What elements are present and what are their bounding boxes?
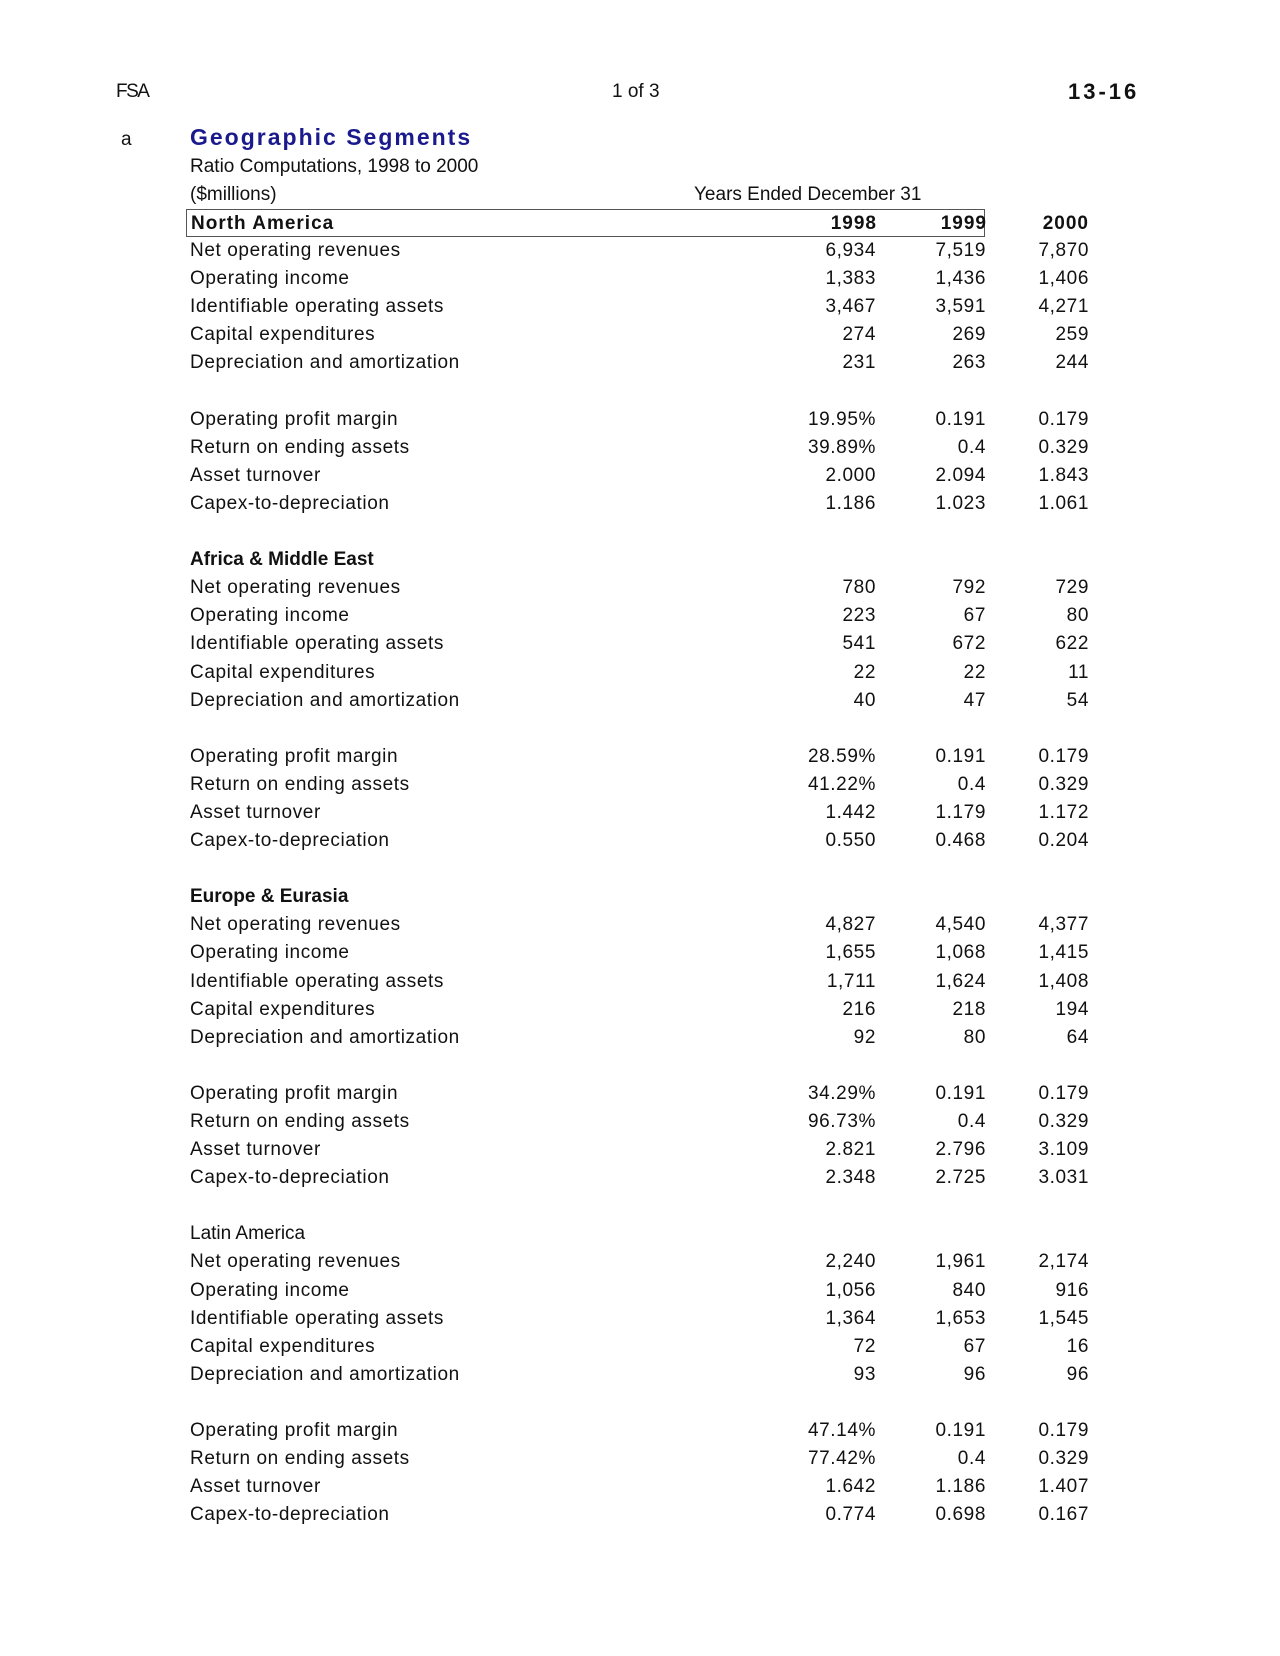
cell-value: 231 <box>842 352 876 374</box>
region-heading-row <box>186 546 985 574</box>
cell-value: 0.191 <box>935 745 986 767</box>
units-label: ($millions) <box>190 184 277 205</box>
cell-value: 2.094 <box>935 464 986 486</box>
cell-value: 1,364 <box>825 1307 876 1329</box>
row-label: Capital expenditures <box>190 661 376 683</box>
row-label: Asset turnover <box>190 801 321 823</box>
cell-value: 792 <box>952 577 986 599</box>
cell-value: 3,591 <box>935 296 986 318</box>
row-label: Capex-to-depreciation <box>190 830 390 852</box>
table-row <box>186 630 1089 658</box>
cell-value: 1.407 <box>1038 1476 1089 1498</box>
table-row <box>186 659 1089 687</box>
cell-value: 0.204 <box>1038 830 1089 852</box>
cell-value: 3.031 <box>1038 1167 1089 1189</box>
row-label: Identifiable operating assets <box>190 970 444 992</box>
cell-value: 2.348 <box>825 1167 876 1189</box>
row-label: Depreciation and amortization <box>190 352 460 374</box>
cell-value: 244 <box>1055 352 1089 374</box>
row-label: Capital expenditures <box>190 1335 376 1357</box>
region-name: Africa & Middle East <box>190 549 374 571</box>
doc-code: FSA <box>116 81 149 102</box>
row-spacer <box>186 1192 985 1220</box>
cell-value: 0.329 <box>1038 436 1089 458</box>
cell-value: 19.95% <box>807 408 876 430</box>
cell-value: 1,068 <box>935 942 986 964</box>
cell-value: 216 <box>842 998 876 1020</box>
cell-value: 0.191 <box>935 408 986 430</box>
row-label: Operating income <box>190 942 350 964</box>
table-row <box>186 1108 1089 1136</box>
cell-value: 223 <box>842 605 876 627</box>
cell-value: 0.774 <box>825 1504 876 1526</box>
cell-value: 96 <box>1066 1363 1089 1385</box>
cell-value: 194 <box>1055 998 1089 1020</box>
table-row <box>186 237 1089 265</box>
table-row <box>186 602 1089 630</box>
cell-value: 1,383 <box>825 268 876 290</box>
cell-value: 2.796 <box>935 1139 986 1161</box>
cell-value: 1.442 <box>825 801 876 823</box>
row-label: Capital expenditures <box>190 324 376 346</box>
row-label: Operating profit margin <box>190 1082 399 1104</box>
cell-value: 1.843 <box>1038 464 1089 486</box>
table-row <box>186 1473 1089 1501</box>
table-row <box>186 1080 1089 1108</box>
row-label: Net operating revenues <box>190 914 401 936</box>
row-label: Capital expenditures <box>190 998 376 1020</box>
cell-value: 0.191 <box>935 1082 986 1104</box>
cell-value: 2,240 <box>825 1251 876 1273</box>
cell-value: 67 <box>963 605 986 627</box>
cell-value: 64 <box>1066 1026 1089 1048</box>
table-row <box>186 406 1089 434</box>
row-label: Depreciation and amortization <box>190 1026 460 1048</box>
cell-value: 28.59% <box>807 745 876 767</box>
cell-value: 259 <box>1055 324 1089 346</box>
cell-value: 93 <box>853 1363 876 1385</box>
row-label: Return on ending assets <box>190 1111 410 1132</box>
table-row <box>186 1248 1089 1276</box>
row-label: Identifiable operating assets <box>190 1307 444 1329</box>
row-label: Return on ending assets <box>190 436 410 458</box>
cell-value: 7,870 <box>1038 240 1089 262</box>
cell-value: 80 <box>963 1026 986 1048</box>
segments-table <box>186 209 1089 1529</box>
table-row <box>186 743 1089 771</box>
row-spacer <box>186 715 985 743</box>
cell-value: 0.698 <box>935 1504 986 1526</box>
cell-value: 0.191 <box>935 1420 986 1442</box>
region-name: Europe & Eurasia <box>190 886 349 908</box>
cell-value: 0.329 <box>1038 1111 1089 1132</box>
row-label: Net operating revenues <box>190 1251 401 1273</box>
cell-value: 47 <box>963 689 986 711</box>
table-row <box>186 1501 1089 1529</box>
cell-value: 0.179 <box>1038 745 1089 767</box>
cell-value: 0.329 <box>1038 1448 1089 1470</box>
table-row <box>186 799 1089 827</box>
cell-value: 0.4 <box>957 1448 986 1470</box>
cell-value: 541 <box>842 633 876 655</box>
row-label: Return on ending assets <box>190 1448 410 1470</box>
cell-value: 2.000 <box>825 464 876 486</box>
table-row <box>186 1333 1089 1361</box>
cell-value: 269 <box>952 324 986 346</box>
cell-value: 1.023 <box>935 492 986 514</box>
row-label: Asset turnover <box>190 1476 321 1498</box>
cell-value: 274 <box>842 324 876 346</box>
cell-value: 3.109 <box>1038 1139 1089 1161</box>
row-spacer <box>186 518 985 546</box>
cell-value: 7,519 <box>935 240 986 262</box>
table-row <box>186 687 1089 715</box>
cell-value: 1,653 <box>935 1307 986 1329</box>
cell-value: 0.550 <box>825 830 876 852</box>
row-label: Capex-to-depreciation <box>190 492 390 514</box>
table-row <box>186 1361 1089 1389</box>
cell-value: 40 <box>853 689 876 711</box>
cell-value: 840 <box>952 1279 986 1301</box>
row-label: Return on ending assets <box>190 773 410 795</box>
row-label: Net operating revenues <box>190 240 401 262</box>
cell-value: 34.29% <box>807 1082 876 1104</box>
cell-value: 0.4 <box>957 773 986 795</box>
table-row <box>186 574 1089 602</box>
cell-value: 39.89% <box>807 436 876 458</box>
cell-value: 0.329 <box>1038 773 1089 795</box>
cell-value: 6,934 <box>825 240 876 262</box>
table-row <box>186 434 1089 462</box>
part-letter: a <box>121 129 132 150</box>
year-header: 1998 <box>830 213 877 234</box>
cell-value: 4,827 <box>825 914 876 936</box>
cell-value: 4,540 <box>935 914 986 936</box>
table-row <box>186 1417 1089 1445</box>
row-label: Capex-to-depreciation <box>190 1167 390 1189</box>
cell-value: 729 <box>1055 577 1089 599</box>
cell-value: 4,271 <box>1038 296 1089 318</box>
cell-value: 1.186 <box>825 492 876 514</box>
cell-value: 780 <box>842 577 876 599</box>
cell-value: 92 <box>853 1026 876 1048</box>
table-row <box>186 265 1089 293</box>
cell-value: 2.725 <box>935 1167 986 1189</box>
cell-value: 2.821 <box>825 1139 876 1161</box>
table-row <box>186 771 1089 799</box>
region-name: North America <box>191 213 335 234</box>
cell-value: 1,436 <box>935 268 986 290</box>
page-subtitle: Ratio Computations, 1998 to 2000 <box>190 156 479 177</box>
row-label: Operating profit margin <box>190 745 399 767</box>
cell-value: 0.4 <box>957 436 986 458</box>
cell-value: 0.468 <box>935 830 986 852</box>
row-label: Operating profit margin <box>190 408 399 430</box>
table-row <box>186 293 1089 321</box>
row-label: Asset turnover <box>190 1139 321 1161</box>
cell-value: 218 <box>952 998 986 1020</box>
region-name: Latin America <box>190 1223 306 1245</box>
years-caption: Years Ended December 31 <box>694 184 922 205</box>
cell-value: 672 <box>952 633 986 655</box>
row-label: Capex-to-depreciation <box>190 1504 390 1526</box>
row-label: Identifiable operating assets <box>190 296 444 318</box>
cell-value: 1,415 <box>1038 942 1089 964</box>
cell-value: 2,174 <box>1038 1251 1089 1273</box>
cell-value: 67 <box>963 1335 986 1357</box>
cell-value: 4,377 <box>1038 914 1089 936</box>
cell-value: 80 <box>1066 605 1089 627</box>
row-spacer <box>186 855 985 883</box>
cell-value: 47.14% <box>807 1420 876 1442</box>
cell-value: 1,711 <box>826 970 876 992</box>
table-row <box>186 1024 1089 1052</box>
table-row <box>186 1445 1089 1473</box>
page-title: Geographic Segments <box>190 124 473 150</box>
row-label: Identifiable operating assets <box>190 633 444 655</box>
cell-value: 1,545 <box>1038 1307 1089 1329</box>
cell-value: 54 <box>1066 689 1089 711</box>
row-label: Depreciation and amortization <box>190 689 460 711</box>
cell-value: 622 <box>1055 633 1089 655</box>
year-header: 1999 <box>940 213 987 234</box>
cell-value: 1,056 <box>825 1279 876 1301</box>
row-label: Operating income <box>190 1279 350 1301</box>
cell-value: 1.642 <box>825 1476 876 1498</box>
region-heading-row <box>186 1220 985 1248</box>
cell-value: 1,408 <box>1038 970 1089 992</box>
cell-value: 1.179 <box>935 801 986 823</box>
cell-value: 1.172 <box>1038 801 1089 823</box>
table-row <box>186 939 1089 967</box>
row-spacer <box>186 1389 985 1417</box>
table-row <box>186 1136 1089 1164</box>
cell-value: 0.179 <box>1038 408 1089 430</box>
cell-value: 1,655 <box>825 942 876 964</box>
table-row <box>186 911 1089 939</box>
cell-value: 16 <box>1066 1335 1089 1357</box>
row-label: Operating income <box>190 268 350 290</box>
row-label: Asset turnover <box>190 464 321 486</box>
cell-value: 1,406 <box>1038 268 1089 290</box>
row-spacer <box>186 378 985 406</box>
table-row <box>186 490 1089 518</box>
cell-value: 72 <box>853 1335 876 1357</box>
row-label: Operating income <box>190 605 350 627</box>
row-label: Net operating revenues <box>190 577 401 599</box>
page-indicator: 1 of 3 <box>612 81 660 102</box>
row-label: Operating profit margin <box>190 1420 399 1442</box>
problem-number: 13-16 <box>1068 79 1140 104</box>
year-header: 2000 <box>1042 213 1089 234</box>
cell-value: 0.179 <box>1038 1420 1089 1442</box>
cell-value: 0.179 <box>1038 1082 1089 1104</box>
cell-value: 22 <box>853 661 876 683</box>
table-row <box>186 1277 1089 1305</box>
cell-value: 3,467 <box>825 296 876 318</box>
cell-value: 77.42% <box>807 1448 876 1470</box>
cell-value: 263 <box>952 352 986 374</box>
cell-value: 41.22% <box>807 773 876 795</box>
row-spacer <box>186 1052 985 1080</box>
cell-value: 11 <box>1068 661 1089 683</box>
table-row <box>186 827 1089 855</box>
table-row <box>186 996 1089 1024</box>
cell-value: 0.167 <box>1038 1504 1089 1526</box>
cell-value: 1,961 <box>935 1251 986 1273</box>
region-heading-row <box>186 883 985 911</box>
cell-value: 1,624 <box>935 970 986 992</box>
table-row <box>186 1305 1089 1333</box>
table-row <box>186 321 1089 349</box>
cell-value: 0.4 <box>957 1111 986 1132</box>
cell-value: 96.73% <box>807 1111 876 1132</box>
cell-value: 916 <box>1055 1279 1089 1301</box>
cell-value: 96 <box>963 1363 986 1385</box>
table-row <box>186 349 1089 377</box>
table-row <box>186 462 1089 490</box>
cell-value: 1.186 <box>935 1476 986 1498</box>
table-row <box>186 1164 1089 1192</box>
cell-value: 1.061 <box>1038 492 1089 514</box>
cell-value: 22 <box>963 661 986 683</box>
row-label: Depreciation and amortization <box>190 1363 460 1385</box>
table-row <box>186 968 1089 996</box>
table-header-row <box>186 209 1089 237</box>
